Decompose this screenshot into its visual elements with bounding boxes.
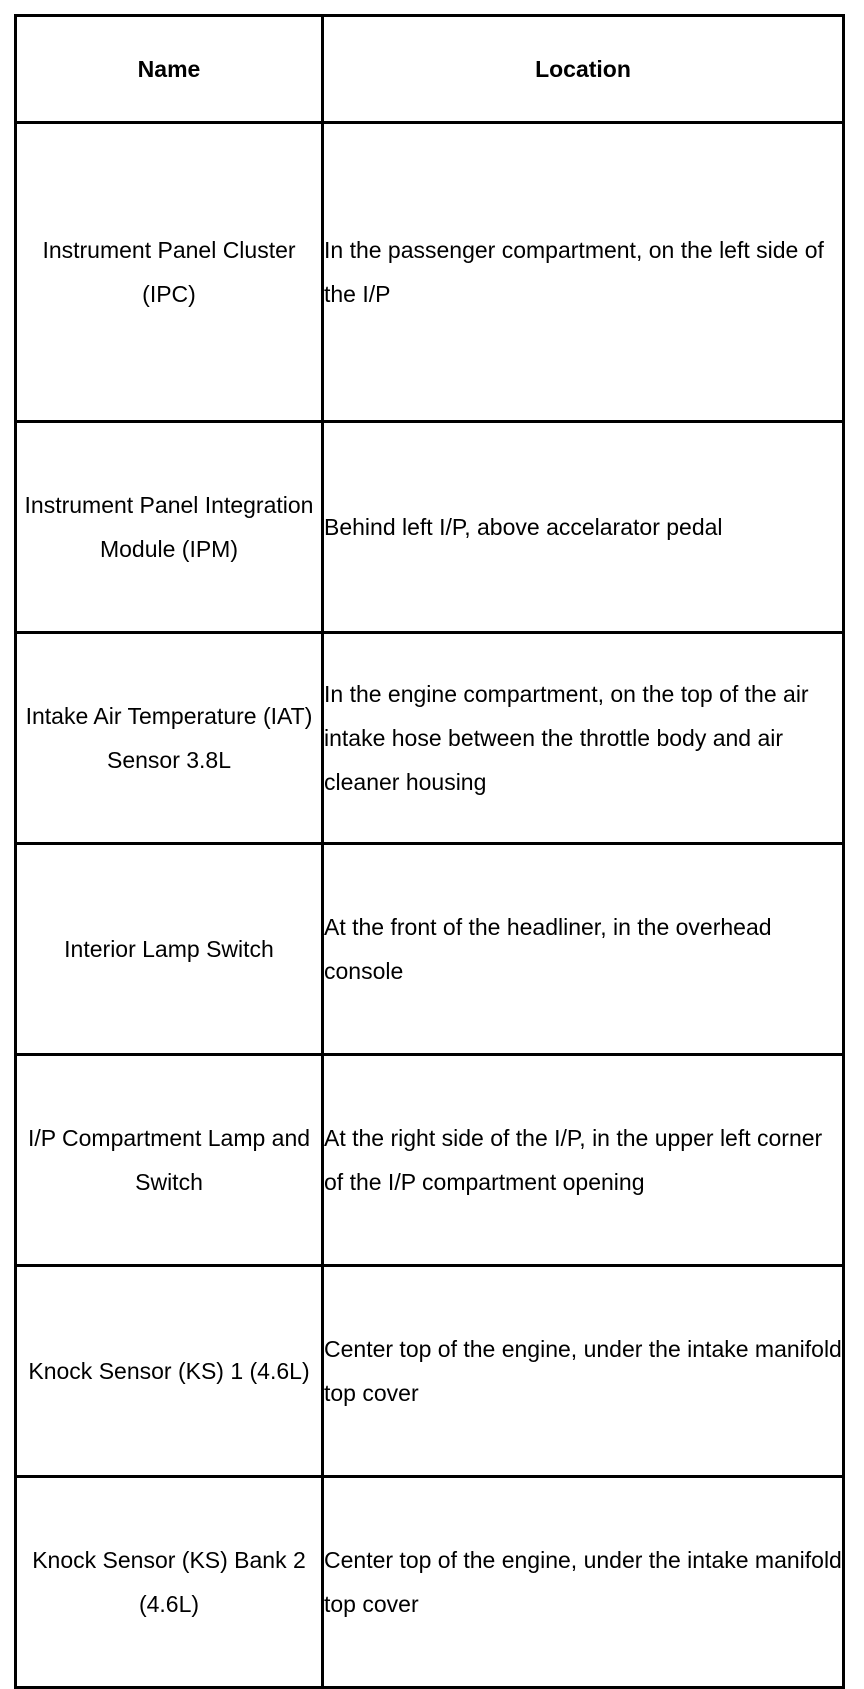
component-location-cell: In the engine compartment, on the top of the air intake hose between the throttle body and air cleaner housing <box>323 633 844 844</box>
component-location-cell: Center top of the engine, under the intake manifold top cover <box>323 1477 844 1688</box>
component-name-cell: I/P Compartment Lamp and Switch <box>16 1055 323 1266</box>
table-row <box>16 422 844 633</box>
table-row <box>16 1477 844 1688</box>
component-name-cell: Knock Sensor (KS) 1 (4.6L) <box>16 1266 323 1477</box>
component-name-cell: Interior Lamp Switch <box>16 844 323 1055</box>
table-row <box>16 1266 844 1477</box>
table-row <box>16 844 844 1055</box>
component-name-cell: Instrument Panel Integration Module (IPM) <box>16 422 323 633</box>
table-header-row <box>16 16 844 123</box>
table-row <box>16 1055 844 1266</box>
component-location-cell: In the passenger compartment, on the left side of the I/P <box>323 123 844 422</box>
table-row <box>16 123 844 422</box>
component-location-cell: Center top of the engine, under the intake manifold top cover <box>323 1266 844 1477</box>
component-location-cell: At the front of the headliner, in the overhead console <box>323 844 844 1055</box>
component-name-cell: Knock Sensor (KS) Bank 2 (4.6L) <box>16 1477 323 1688</box>
table-row <box>16 633 844 844</box>
component-location-cell: At the right side of the I/P, in the upper left corner of the I/P compartment opening <box>323 1055 844 1266</box>
component-location-cell: Behind left I/P, above accelarator pedal <box>323 422 844 633</box>
component-name-cell: Intake Air Temperature (IAT) Sensor 3.8L <box>16 633 323 844</box>
component-name-cell: Instrument Panel Cluster (IPC) <box>16 123 323 422</box>
component-location-table <box>14 14 845 1689</box>
name-column-header: Name <box>16 16 323 123</box>
location-column-header: Location <box>323 16 844 123</box>
